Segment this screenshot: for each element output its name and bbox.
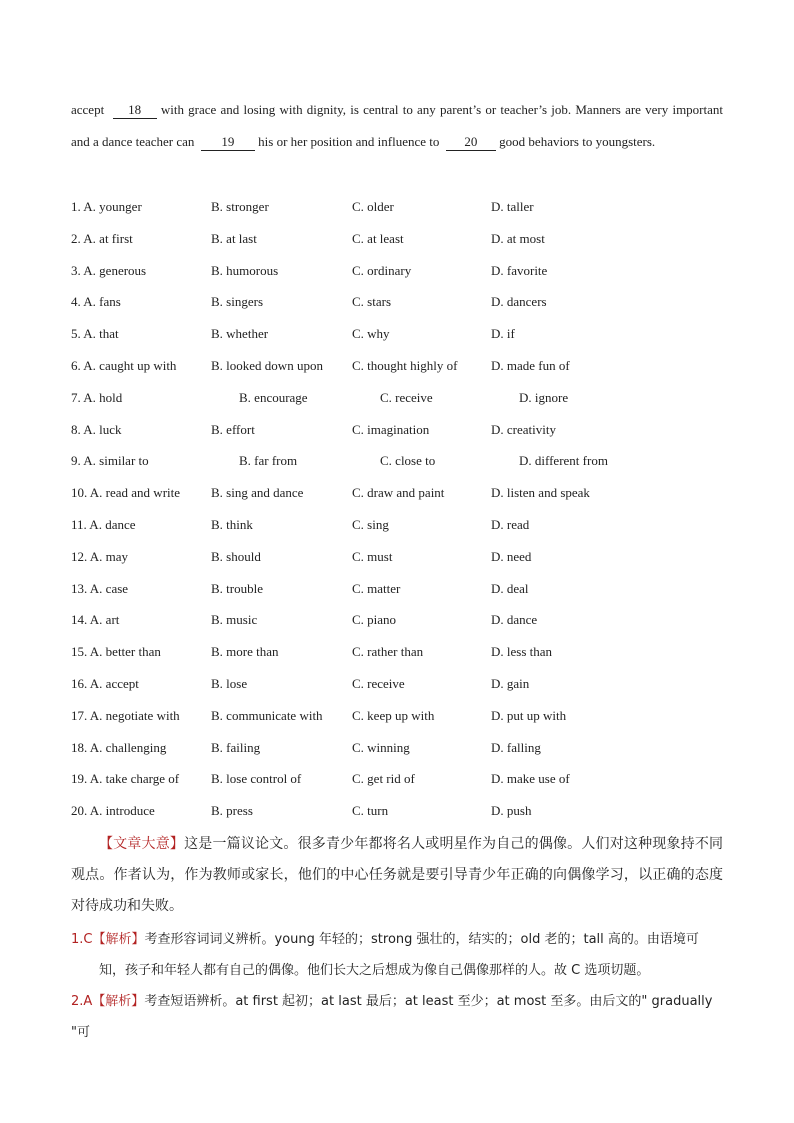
option-c: C. older xyxy=(352,199,394,214)
option-a: 10. A. read and write xyxy=(71,485,181,501)
option-b: B. failing xyxy=(211,739,261,755)
option-a: 1. A. younger xyxy=(71,199,142,214)
option-c: C. receive xyxy=(352,676,405,691)
option-c: C. imagination xyxy=(352,421,430,437)
option-a: 3. A. generous xyxy=(71,262,147,278)
option-c: C. winning xyxy=(352,739,410,755)
option-c: C. close to xyxy=(380,453,436,469)
option-b: B. more than xyxy=(211,644,279,660)
option-b: B. press xyxy=(211,803,253,819)
option-c: C. get rid of xyxy=(352,771,415,787)
option-b: B. far from xyxy=(239,453,298,469)
option-b: B. looked down upon xyxy=(211,358,323,373)
option-b: B. effort xyxy=(211,421,255,437)
option-a: 17. A. negotiate with xyxy=(71,707,180,723)
passage-text-4: good behaviors to youngsters. xyxy=(499,134,656,149)
option-b: B. lose xyxy=(211,676,248,691)
option-c: C. must xyxy=(352,548,393,564)
option-a: 15. A. better than xyxy=(71,644,161,660)
explanation-line: 考查形容词词义辨析。young 年轻的；strong 强壮的，结实的；old 老的；tall 高的。由语境可 xyxy=(144,932,699,947)
option-a: 20. A. introduce xyxy=(71,803,155,819)
option-b: B. at last xyxy=(211,230,257,246)
option-a: 13. A. case xyxy=(71,580,129,596)
option-b: B. singers xyxy=(211,294,263,310)
summary-text: 这是一篇议论文。很多青少年都将名人或明星作为自己的偶像。人们对这种现象持不同观点。作者认为，作为教师或家长，他们的中心任务就是要引导青少年正确的向偶像学习，以正确的态度对待成功和失败。 xyxy=(71,836,724,914)
option-d: D. deal xyxy=(491,580,529,596)
answer-prefix: 2.A xyxy=(71,994,93,1009)
analysis-tag: 【解析】 xyxy=(92,994,145,1009)
passage-text-2: with grace and losing with dignity, is central to any parent’s or teacher’s job. Manners are very important and a dance teacher can xyxy=(71,102,724,149)
explanation-2 xyxy=(71,986,723,1048)
passage-text-3: his or her position and influence to xyxy=(258,134,440,149)
option-a: 4. A. fans xyxy=(71,294,121,310)
option-b: B. stronger xyxy=(211,199,269,214)
passage-paragraph xyxy=(71,94,723,158)
option-d: D. made fun of xyxy=(491,358,570,373)
option-d: D. creativity xyxy=(491,421,556,437)
option-d: D. put up with xyxy=(491,707,567,723)
explanation-1 xyxy=(71,924,723,986)
explanation-line: 考查短语辨析。at first 起初；at last 最后；at least 至少；at most 至多。由后文的" gradually "可 xyxy=(71,994,713,1040)
option-a: 5. A. that xyxy=(71,326,119,342)
option-d: D. less than xyxy=(491,644,553,660)
option-b: B. humorous xyxy=(211,262,279,278)
option-a: 8. A. luck xyxy=(71,421,122,437)
option-d: D. read xyxy=(491,517,530,532)
option-d: D. at most xyxy=(491,230,545,246)
explanation-line: 知，孩子和年轻人都有自己的偶像。他们长大之后想成为像自己偶像那样的人。故 C 选项切题。 xyxy=(99,963,650,978)
analysis-tag: 【解析】 xyxy=(92,932,145,947)
option-d: D. if xyxy=(491,326,515,342)
option-c: C. rather than xyxy=(352,644,424,660)
option-c: C. at least xyxy=(352,230,404,246)
option-b: B. encourage xyxy=(239,389,308,405)
option-b: B. should xyxy=(211,548,261,564)
summary-tag: 【文章大意】 xyxy=(99,836,185,852)
option-c: C. why xyxy=(352,326,390,342)
option-c: C. matter xyxy=(352,580,401,596)
option-d: D. taller xyxy=(491,199,534,214)
option-a: 14. A. art xyxy=(71,612,120,628)
option-b: B. trouble xyxy=(211,580,263,596)
option-b: B. communicate with xyxy=(211,707,323,723)
option-a: 7. A. hold xyxy=(71,389,123,405)
option-d: D. need xyxy=(491,548,532,564)
option-b: B. music xyxy=(211,612,258,628)
option-d: D. gain xyxy=(491,676,530,691)
option-d: D. make use of xyxy=(491,771,570,787)
article-summary xyxy=(71,829,723,922)
option-d: D. push xyxy=(491,803,532,819)
option-b: B. think xyxy=(211,517,253,532)
option-d: D. dancers xyxy=(491,294,547,310)
option-c: C. keep up with xyxy=(352,707,435,723)
option-d: D. ignore xyxy=(519,389,569,405)
option-c: C. thought highly of xyxy=(352,358,458,373)
option-d: D. falling xyxy=(491,739,541,755)
option-a: 11. A. dance xyxy=(71,517,136,532)
option-b: B. sing and dance xyxy=(211,485,304,501)
passage-text-1: accept xyxy=(71,102,105,117)
option-a: 2. A. at first xyxy=(71,230,133,246)
option-d: D. favorite xyxy=(491,262,548,278)
option-c: C. turn xyxy=(352,803,389,819)
option-a: 16. A. accept xyxy=(71,676,139,691)
option-c: C. sing xyxy=(352,517,389,532)
option-c: C. ordinary xyxy=(352,262,412,278)
option-a: 18. A. challenging xyxy=(71,739,167,755)
option-d: D. different from xyxy=(519,453,608,469)
option-d: D. listen and speak xyxy=(491,485,590,501)
answer-prefix: 1.C xyxy=(71,932,93,947)
option-d: D. dance xyxy=(491,612,538,628)
option-c: C. stars xyxy=(352,294,391,310)
blank-19: 19 xyxy=(201,134,255,151)
option-b: B. lose control of xyxy=(211,771,302,787)
option-a: 12. A. may xyxy=(71,548,129,564)
blank-18: 18 xyxy=(113,102,157,119)
option-c: C. draw and paint xyxy=(352,485,445,501)
option-c: C. piano xyxy=(352,612,397,628)
option-a: 19. A. take charge of xyxy=(71,771,180,787)
option-b: B. whether xyxy=(211,326,269,342)
blank-20: 20 xyxy=(446,134,496,151)
option-a: 9. A. similar to xyxy=(71,453,149,469)
option-c: C. receive xyxy=(380,389,433,405)
option-a: 6. A. caught up with xyxy=(71,358,177,373)
